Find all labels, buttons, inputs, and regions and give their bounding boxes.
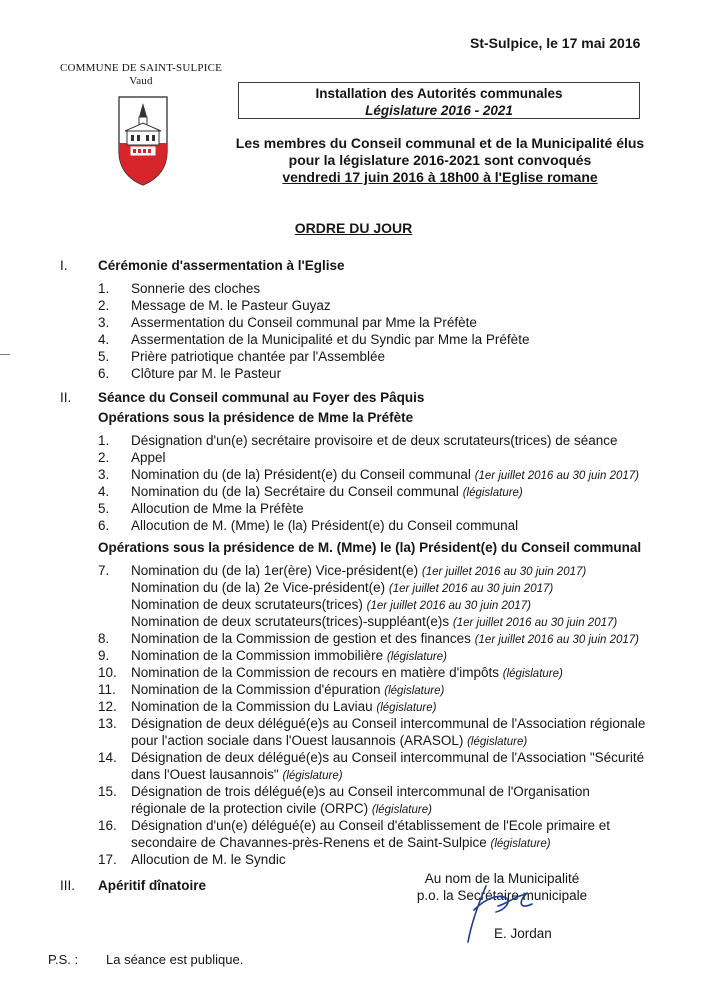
item-note: (législature) bbox=[386, 651, 447, 663]
list-item bbox=[131, 648, 447, 663]
list-item bbox=[131, 563, 586, 578]
item-number: 8. bbox=[98, 631, 110, 646]
item-note: (1er juillet 2016 au 30 juin 2017) bbox=[366, 600, 531, 612]
item-number: 4. bbox=[98, 332, 110, 347]
item-text: pour l'action sociale dans l'Ouest lausannois (ARASOL) bbox=[131, 733, 464, 748]
commune-canton: Vaud bbox=[129, 75, 153, 87]
item-note: (1er juillet 2016 au 30 juin 2017) bbox=[388, 583, 554, 595]
list-item: Désignation de deux délégué(e)s au Conseil intercommunal de l'Association "Sécurité bbox=[131, 750, 645, 765]
item-number: 3. bbox=[98, 315, 110, 330]
agenda-title: ORDRE DU JOUR bbox=[294, 220, 413, 236]
list-item: Assermentation du Conseil communal par Mme la Préfète bbox=[131, 315, 477, 330]
list-item bbox=[131, 484, 523, 499]
list-item bbox=[131, 835, 551, 850]
title-line-1: Installation des Autorités communales bbox=[315, 86, 563, 101]
list-item: Désignation de deux délégué(e)s au Conseil intercommunal de l'Association régionale bbox=[131, 716, 646, 731]
item-number: 11. bbox=[98, 682, 116, 697]
list-item: Message de M. le Pasteur Guyaz bbox=[131, 298, 331, 313]
item-text: Nomination de la Commission immobilière bbox=[131, 648, 384, 663]
item-text: Nomination du (de la) 1er(ère) Vice-président(e) bbox=[131, 563, 419, 578]
commune-header bbox=[48, 62, 234, 88]
list-item bbox=[131, 665, 563, 680]
list-item bbox=[131, 801, 432, 816]
item-text: Nomination du (de la) 2e Vice-président(e) bbox=[131, 580, 386, 595]
ps-label: P.S. : bbox=[48, 952, 79, 967]
list-item bbox=[131, 733, 527, 748]
convocation-text bbox=[232, 135, 648, 186]
item-note: (législature) bbox=[490, 838, 551, 850]
list-item bbox=[131, 631, 639, 646]
item-note: (1er juillet 2016 au 30 juin 2017) bbox=[474, 634, 640, 646]
item-number: 13. bbox=[98, 716, 117, 731]
list-item bbox=[131, 597, 531, 612]
list-item: Assermentation de la Municipalité et du Syndic par Mme la Préfète bbox=[131, 332, 530, 347]
section-numeral: I. bbox=[60, 258, 68, 273]
list-item bbox=[131, 682, 444, 697]
item-number: 14. bbox=[98, 750, 117, 765]
coat-of-arms-icon bbox=[117, 95, 169, 187]
item-note: (législature) bbox=[376, 702, 437, 714]
item-number: 6. bbox=[98, 366, 110, 381]
section-numeral: III. bbox=[60, 878, 76, 893]
item-note: (1er juillet 2016 au 30 juin 2017) bbox=[474, 470, 639, 482]
item-text: Nomination de deux scrutateurs(trices) bbox=[131, 597, 363, 612]
item-number: 5. bbox=[98, 349, 110, 364]
item-text: Nomination du (de la) Président(e) du Conseil communal bbox=[131, 467, 471, 482]
list-item: Désignation de trois délégué(e)s au Conseil intercommunal de l'Organisation bbox=[131, 784, 590, 799]
signature-line-1: Au nom de la Municipalité bbox=[424, 871, 580, 886]
item-number: 16. bbox=[98, 818, 117, 833]
item-number: 7. bbox=[98, 563, 110, 578]
item-text: Nomination de la Commission d'épuration bbox=[131, 682, 381, 697]
section-title: Cérémonie d'assermentation à l'Eglise bbox=[98, 258, 345, 273]
item-note: (législature) bbox=[282, 770, 343, 782]
item-text: Nomination du (de la) Secrétaire du Conseil communal bbox=[131, 484, 459, 499]
item-note: (législature) bbox=[371, 804, 432, 816]
list-item: Désignation d'un(e) délégué(e) au Conseil d'établissement de l'Ecole primaire et bbox=[131, 818, 610, 833]
item-number: 12. bbox=[98, 699, 117, 714]
item-number: 4. bbox=[98, 484, 110, 499]
title-box bbox=[238, 82, 640, 119]
item-number: 3. bbox=[98, 467, 110, 482]
item-text: secondaire de Chavannes-près-Renens et de Saint-Sulpice bbox=[131, 835, 487, 850]
item-number: 1. bbox=[98, 433, 110, 448]
section-title: Apéritif dînatoire bbox=[98, 878, 207, 893]
item-number: 1. bbox=[98, 281, 110, 296]
list-item: Allocution de M. le Syndic bbox=[131, 852, 286, 867]
signature-line-2: p.o. la Secrétaire municipale bbox=[416, 888, 588, 903]
signer-name: E. Jordan bbox=[494, 926, 552, 941]
item-number: 5. bbox=[98, 501, 110, 516]
list-item bbox=[131, 580, 553, 595]
item-note: (législature) bbox=[502, 668, 563, 680]
margin-mark bbox=[0, 354, 10, 355]
item-text: Nomination de la Commission de recours en matière d'impôts bbox=[131, 665, 499, 680]
subsection-title: Opérations sous la présidence de Mme la Préfète bbox=[98, 410, 414, 425]
convocation-line-3: vendredi 17 juin 2016 à 18h00 à l'Eglise romane bbox=[282, 169, 598, 185]
item-number: 17. bbox=[98, 852, 117, 867]
item-text: Nomination de deux scrutateurs(trices)-suppléant(e)s bbox=[131, 614, 450, 629]
item-text: Nomination de la Commission du Laviau bbox=[131, 699, 373, 714]
item-note: (1er juillet 2016 au 30 juin 2017) bbox=[421, 566, 587, 578]
item-number: 2. bbox=[98, 450, 110, 465]
list-item bbox=[131, 699, 436, 714]
convocation-line-1: Les membres du Conseil communal et de la Municipalité élus bbox=[235, 135, 645, 151]
list-item: Allocution de M. (Mme) le (la) Président(e) du Conseil communal bbox=[131, 518, 519, 533]
list-item: Désignation d'un(e) secrétaire provisoire et de deux scrutateurs(trices) de séance bbox=[131, 433, 618, 448]
list-item bbox=[131, 467, 639, 482]
letter-date: St-Sulpice, le 17 mai 2016 bbox=[470, 35, 641, 51]
item-text: Nomination de la Commission de gestion et des finances bbox=[131, 631, 471, 646]
list-item: Appel bbox=[131, 450, 166, 465]
item-text: régionale de la protection civile (ORPC) bbox=[131, 801, 369, 816]
ps-text: La séance est publique. bbox=[106, 952, 244, 967]
list-item bbox=[131, 614, 617, 629]
list-item: Allocution de Mme la Préfète bbox=[131, 501, 304, 516]
list-item bbox=[131, 767, 343, 782]
item-note: (législature) bbox=[462, 487, 523, 499]
section-numeral: II. bbox=[60, 390, 72, 405]
item-number: 9. bbox=[98, 648, 110, 663]
section-title: Séance du Conseil communal au Foyer des Pâquis bbox=[98, 390, 425, 405]
commune-name: COMMUNE DE SAINT-SULPICE bbox=[59, 62, 223, 74]
item-text: dans l'Ouest lausannois" bbox=[131, 767, 279, 782]
convocation-line-2: pour la législature 2016-2021 sont convoqués bbox=[288, 152, 592, 168]
list-item: Sonnerie des cloches bbox=[131, 281, 261, 296]
list-item: Clôture par M. le Pasteur bbox=[131, 366, 282, 381]
item-number: 15. bbox=[98, 784, 117, 799]
item-note: (législature) bbox=[467, 736, 528, 748]
item-note: (1er juillet 2016 au 30 juin 2017) bbox=[452, 617, 618, 629]
item-number: 10. bbox=[98, 665, 117, 680]
item-number: 2. bbox=[98, 298, 110, 313]
subsection-title: Opérations sous la présidence de M. (Mme) le (la) Président(e) du Conseil communal bbox=[98, 540, 642, 555]
title-line-2: Législature 2016 - 2021 bbox=[365, 103, 513, 118]
item-note: (législature) bbox=[384, 685, 445, 697]
item-number: 6. bbox=[98, 518, 110, 533]
list-item: Prière patriotique chantée par l'Assemblée bbox=[131, 349, 385, 364]
